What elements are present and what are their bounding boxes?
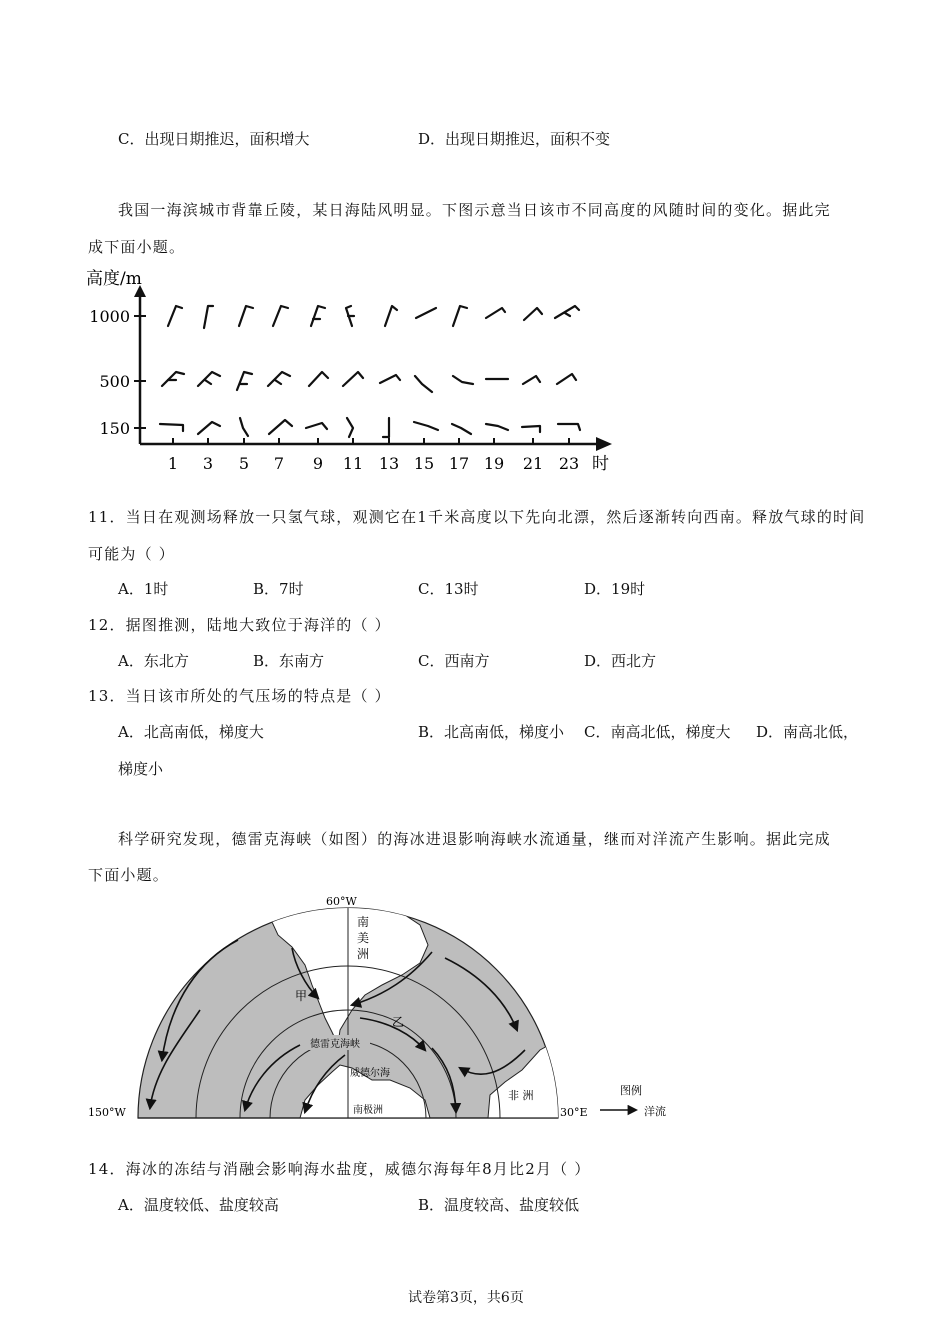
x-axis-arrow [596, 437, 612, 451]
wind-barb-icon [204, 306, 213, 328]
wind-barb-icon [452, 424, 471, 434]
wind-barb-icon [198, 372, 220, 386]
wind-barb-icon [385, 306, 397, 326]
label-south-america: 南美洲 [357, 915, 370, 961]
wind-barb-icon [522, 426, 540, 432]
q13-option-c: C．南高北低，梯度大 [584, 723, 731, 741]
drake-passage-map [0, 888, 950, 1128]
label-yi: 乙 [392, 1015, 405, 1029]
y-axis-title: 高度/m [86, 269, 142, 289]
wind-barb-icon [453, 376, 473, 384]
label-30e: 30°E [560, 1106, 588, 1119]
x-tick-label: 13 [378, 454, 400, 473]
x-tick-label: 21 [522, 454, 544, 473]
q11-option-a: A．1时 [118, 580, 169, 598]
x-tick-label: 11 [342, 454, 364, 473]
wind-barb-icon [160, 424, 183, 431]
label-africa: 非 洲 [508, 1089, 534, 1102]
q14-stem: 14．海冰的冻结与消融会影响海水盐度，威德尔海每年8月比2月（ ） [88, 1160, 591, 1178]
wind-barb-icon [306, 423, 327, 429]
wind-barb-icon [273, 306, 288, 326]
wind-barb-icon [415, 376, 432, 392]
q13-stem: 13．当日该市所处的气压场的特点是（ ） [88, 687, 391, 705]
x-tick-label: 7 [273, 454, 285, 473]
q13-option-b: B．北高南低，梯度小 [418, 723, 565, 741]
wind-barb-icon [268, 372, 290, 386]
label-150w: 150°W [88, 1106, 126, 1119]
wind-barb-icon [524, 308, 542, 320]
wind-barb-icon [198, 422, 220, 434]
page-footer: 试卷第3页，共6页 [408, 1290, 524, 1306]
y-tick-label: 150 [99, 419, 130, 438]
wind-barb-icon [343, 372, 363, 386]
wind-barb-icon [416, 308, 436, 318]
q11-option-b: B．7时 [253, 580, 304, 598]
legend-item: 洋流 [644, 1105, 666, 1118]
x-tick-label: 5 [238, 454, 250, 473]
wind-barb-icon [557, 374, 576, 384]
wind-barb-icon [414, 422, 438, 430]
passage1-line2: 成下面小题。 [88, 238, 186, 256]
wind-barb-icon [555, 306, 579, 318]
wind-barb-icon [486, 424, 508, 430]
wind-barb-icon [346, 306, 354, 326]
passage2-line1: 科学研究发现，德雷克海峡（如图）的海冰进退影响海峡水流通量，继而对洋流产生影响。据此完成 [118, 830, 831, 848]
q11-option-c: C．13时 [418, 580, 479, 598]
q11-option-d: D．19时 [584, 580, 646, 598]
x-tick-label: 23 [558, 454, 580, 473]
option-d: D．出现日期推迟，面积不变 [418, 130, 611, 148]
legend-title: 图例 [620, 1084, 642, 1097]
y-tick-label: 1000 [89, 307, 130, 326]
q12-option-a: A．东北方 [118, 652, 189, 670]
q14-option-b: B．温度较高、盐度较低 [418, 1196, 580, 1214]
wind-barb-icon [240, 418, 248, 436]
label-jia: 甲 [295, 989, 308, 1003]
x-tick-label: 9 [312, 454, 324, 473]
q13-option-d: D．南高北低， [756, 723, 859, 741]
x-tick-label: 19 [483, 454, 505, 473]
x-axis-unit: 时 [592, 454, 609, 474]
q11-stem: 11．当日在观测场释放一只氢气球，观测它在1千米高度以下先向北漂，然后逐渐转向西南。释放气球的时间 [88, 508, 866, 526]
wind-barb-icon [558, 424, 580, 430]
wind-barb-icon [383, 418, 389, 437]
label-60w: 60°W [326, 895, 357, 908]
label-antarctica: 南极洲 [353, 1105, 383, 1116]
q13-option-a: A．北高南低，梯度大 [118, 723, 264, 741]
wind-barb-icon [162, 372, 184, 386]
q12-option-b: B．东南方 [253, 652, 325, 670]
wind-barb-icon [453, 306, 467, 326]
wind-barb-icon [237, 372, 252, 390]
passage1-line1: 我国一海滨城市背靠丘陵，某日海陆风明显。下图示意当日该市不同高度的风随时间的变化。据此完 [118, 201, 831, 219]
x-tick-label: 17 [448, 454, 470, 473]
q12-stem: 12．据图推测，陆地大致位于海洋的（ ） [88, 616, 391, 634]
wind-barb-icon [168, 306, 182, 326]
wind-barb-icon [347, 418, 353, 437]
q12-option-c: C．西南方 [418, 652, 490, 670]
option-c: C．出现日期推迟，面积增大 [118, 130, 310, 148]
label-drake-passage: 德雷克海峡 [310, 1039, 360, 1050]
wind-barb-icon [309, 372, 328, 386]
wind-barb-icon [269, 420, 292, 434]
wind-barb-icon [311, 306, 325, 326]
q14-option-a: A．温度较低、盐度较高 [118, 1196, 279, 1214]
q12-option-d: D．西北方 [584, 652, 657, 670]
passage2-line2: 下面小题。 [88, 866, 170, 884]
x-tick-label: 1 [167, 454, 179, 473]
wind-barb-icon [239, 306, 253, 326]
wind-chart [0, 262, 950, 477]
y-tick-label: 500 [99, 372, 130, 391]
q13-option-d-cont: 梯度小 [118, 760, 164, 778]
label-weddell-sea: 威德尔海 [350, 1068, 390, 1079]
x-tick-label: 15 [413, 454, 435, 473]
q11-stem-cont: 可能为（ ） [88, 545, 175, 563]
wind-barb-icon [380, 375, 400, 383]
wind-barb-icon [486, 308, 505, 318]
x-tick-label: 3 [202, 454, 214, 473]
wind-barb-icon [523, 376, 540, 384]
